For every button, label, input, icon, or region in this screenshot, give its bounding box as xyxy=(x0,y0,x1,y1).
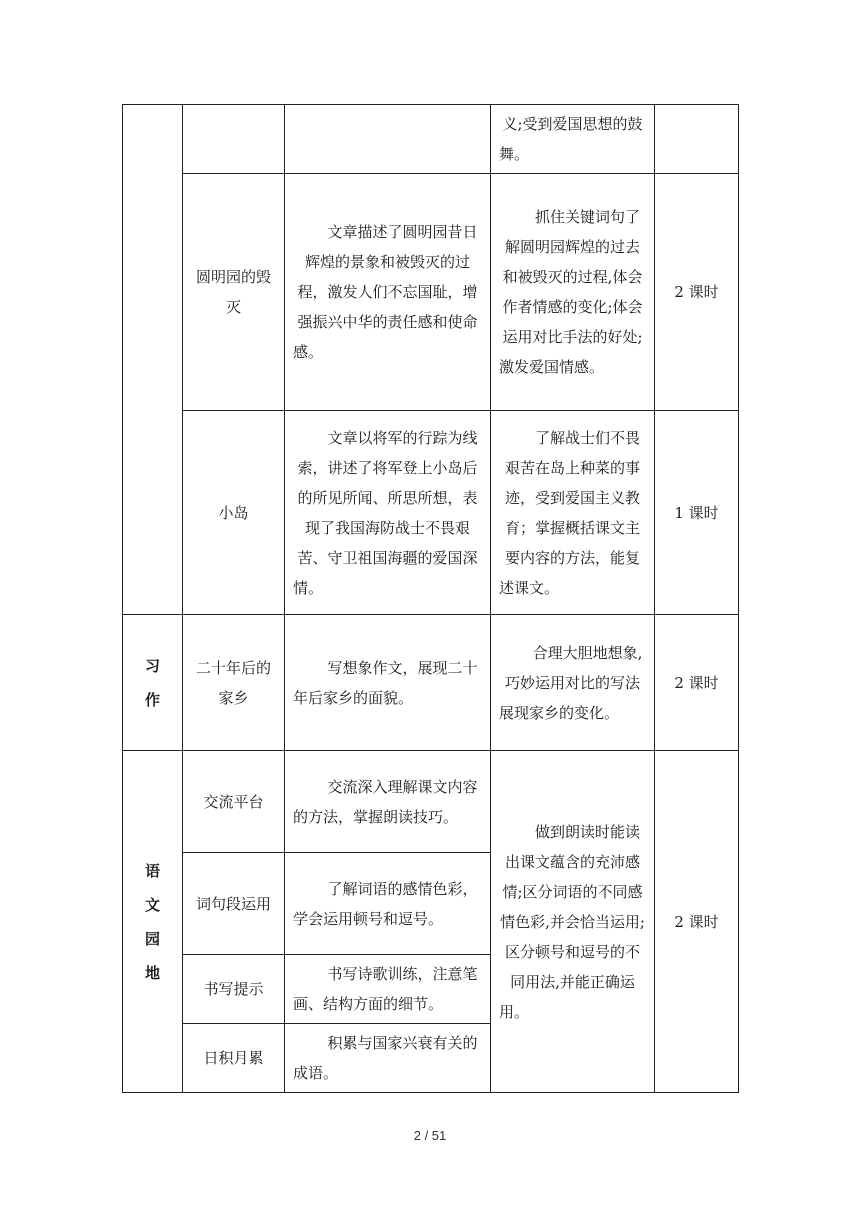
hours-cell-empty xyxy=(655,105,739,174)
lesson-plan-table xyxy=(122,104,739,1093)
lesson-hours: 2 课时 xyxy=(655,751,739,1093)
lesson-goal: 了解战士们不畏艰苦在岛上种菜的事迹，受到爱国主义教育；掌握概括课文主要内容的方法，能复述课文。 xyxy=(491,411,655,615)
lesson-title: 二十年后的家乡 xyxy=(183,615,285,751)
table-row xyxy=(123,174,739,411)
table-row xyxy=(123,615,739,751)
lesson-title: 词句段运用 xyxy=(183,853,285,955)
category-cell-continued xyxy=(123,105,183,615)
lesson-goal: 做到朗读时能读出课文蕴含的充沛感情;区分词语的不同感情色彩,并会恰当运用;区分顿号和逗号的不同用法,并能正确运用。 xyxy=(491,751,655,1093)
category-label: 语文园地 xyxy=(123,751,183,1093)
lesson-description: 积累与国家兴衰有关的成语。 xyxy=(285,1024,491,1093)
lesson-goal: 抓住关键词句了解圆明园辉煌的过去和被毁灭的过程,体会作者情感的变化;体会运用对比手法的好处;激发爱国情感。 xyxy=(491,174,655,411)
lesson-cell-empty xyxy=(183,105,285,174)
lesson-title: 圆明园的毁灭 xyxy=(183,174,285,411)
lesson-title: 日积月累 xyxy=(183,1024,285,1093)
page-number: 2 / 51 xyxy=(413,1128,447,1143)
table-row xyxy=(123,411,739,615)
lesson-goal: 合理大胆地想象,巧妙运用对比的写法展现家乡的变化。 xyxy=(491,615,655,751)
category-label: 习作 xyxy=(123,615,183,751)
lesson-description: 交流深入理解课文内容的方法，掌握朗读技巧。 xyxy=(285,751,491,853)
table-row xyxy=(123,105,739,174)
lesson-title: 交流平台 xyxy=(183,751,285,853)
lesson-hours: 2 课时 xyxy=(655,174,739,411)
lesson-description: 文章以将军的行踪为线索，讲述了将军登上小岛后的所见所闻、所思所想，表现了我国海防战士不畏艰苦、守卫祖国海疆的爱国深情。 xyxy=(285,411,491,615)
lesson-title: 小岛 xyxy=(183,411,285,615)
lesson-title: 书写提示 xyxy=(183,955,285,1024)
lesson-description: 书写诗歌训练，注意笔画、结构方面的细节。 xyxy=(285,955,491,1024)
lesson-hours: 2 课时 xyxy=(655,615,739,751)
lesson-description: 了解词语的感情色彩，学会运用顿号和逗号。 xyxy=(285,853,491,955)
desc-cell-empty xyxy=(285,105,491,174)
lesson-hours: 1 课时 xyxy=(655,411,739,615)
goal-cell: 义;受到爱国思想的鼓舞。 xyxy=(491,105,655,174)
table-row xyxy=(123,751,739,853)
lesson-description: 写想象作文，展现二十年后家乡的面貌。 xyxy=(285,615,491,751)
lesson-description: 文章描述了圆明园昔日辉煌的景象和被毁灭的过程，激发人们不忘国耻，增强振兴中华的责任感和使命感。 xyxy=(285,174,491,411)
